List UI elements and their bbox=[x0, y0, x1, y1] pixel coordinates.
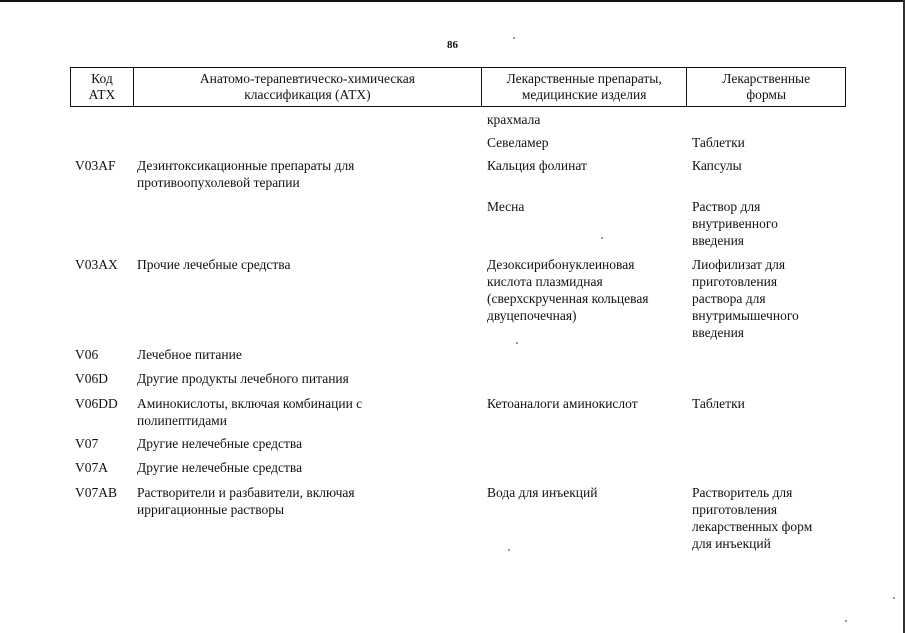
header-forms: Лекарственные формы bbox=[722, 71, 811, 102]
row-code: V03AF bbox=[75, 158, 116, 173]
row-form: Растворитель для приготовления лекарственных форм для инъекций bbox=[692, 485, 813, 551]
header-drugs: Лекарственные препараты, медицинские изделия bbox=[482, 68, 687, 106]
scan-speck bbox=[893, 597, 895, 599]
row-drug: Кальция фолинат bbox=[487, 158, 587, 173]
row-code: V07A bbox=[75, 460, 108, 475]
scan-speck bbox=[508, 549, 510, 551]
row-name: Другие продукты лечебного питания bbox=[137, 371, 349, 386]
row-code: V06D bbox=[75, 371, 108, 386]
header-code: Код АТХ bbox=[71, 68, 134, 106]
row-form: Таблетки bbox=[692, 135, 745, 150]
row-form: Капсулы bbox=[692, 158, 742, 173]
scan-speck bbox=[845, 620, 847, 622]
row-drug: крахмала bbox=[487, 112, 541, 127]
scan-speck bbox=[513, 37, 515, 39]
row-name: Другие нелечебные средства bbox=[137, 460, 303, 475]
row-code: V06DD bbox=[75, 396, 118, 411]
row-code: V07 bbox=[75, 436, 99, 451]
row-drug: Севеламер bbox=[487, 135, 549, 150]
row-form: Лиофилизат для приготовления раствора для внутримышечного введения bbox=[692, 257, 799, 340]
row-name: Лечебное питание bbox=[137, 347, 242, 362]
row-drug: Вода для инъекций bbox=[487, 485, 598, 500]
row-name: Прочие лечебные средства bbox=[137, 257, 291, 272]
page-number: 86 bbox=[447, 39, 458, 51]
row-name: Дезинтоксикационные препараты для противоопухолевой терапии bbox=[137, 158, 355, 190]
row-name: Другие нелечебные средства bbox=[137, 436, 303, 451]
row-code: V06 bbox=[75, 347, 99, 362]
row-drug: Кетоаналоги аминокислот bbox=[487, 396, 638, 411]
row-name: Аминокислоты, включая комбинации с полипептидами bbox=[137, 396, 363, 428]
row-form: Таблетки bbox=[692, 396, 745, 411]
row-code: V03AX bbox=[75, 257, 118, 272]
row-code: V07AB bbox=[75, 485, 118, 500]
header-classification: Анатомо-терапевтическо-химическая классификация (АТХ) bbox=[134, 68, 482, 106]
scan-speck bbox=[516, 342, 518, 344]
scan-speck bbox=[601, 237, 603, 239]
row-name: Растворители и разбавители, включая ирригационные растворы bbox=[137, 485, 355, 517]
row-drug: Дезоксирибонуклеиновая кислота плазмидная (сверхскрученная кольцевая двуцепочечная) bbox=[487, 257, 649, 323]
row-drug: Месна bbox=[487, 199, 525, 214]
row-form: Раствор для внутривенного введения bbox=[692, 199, 778, 248]
